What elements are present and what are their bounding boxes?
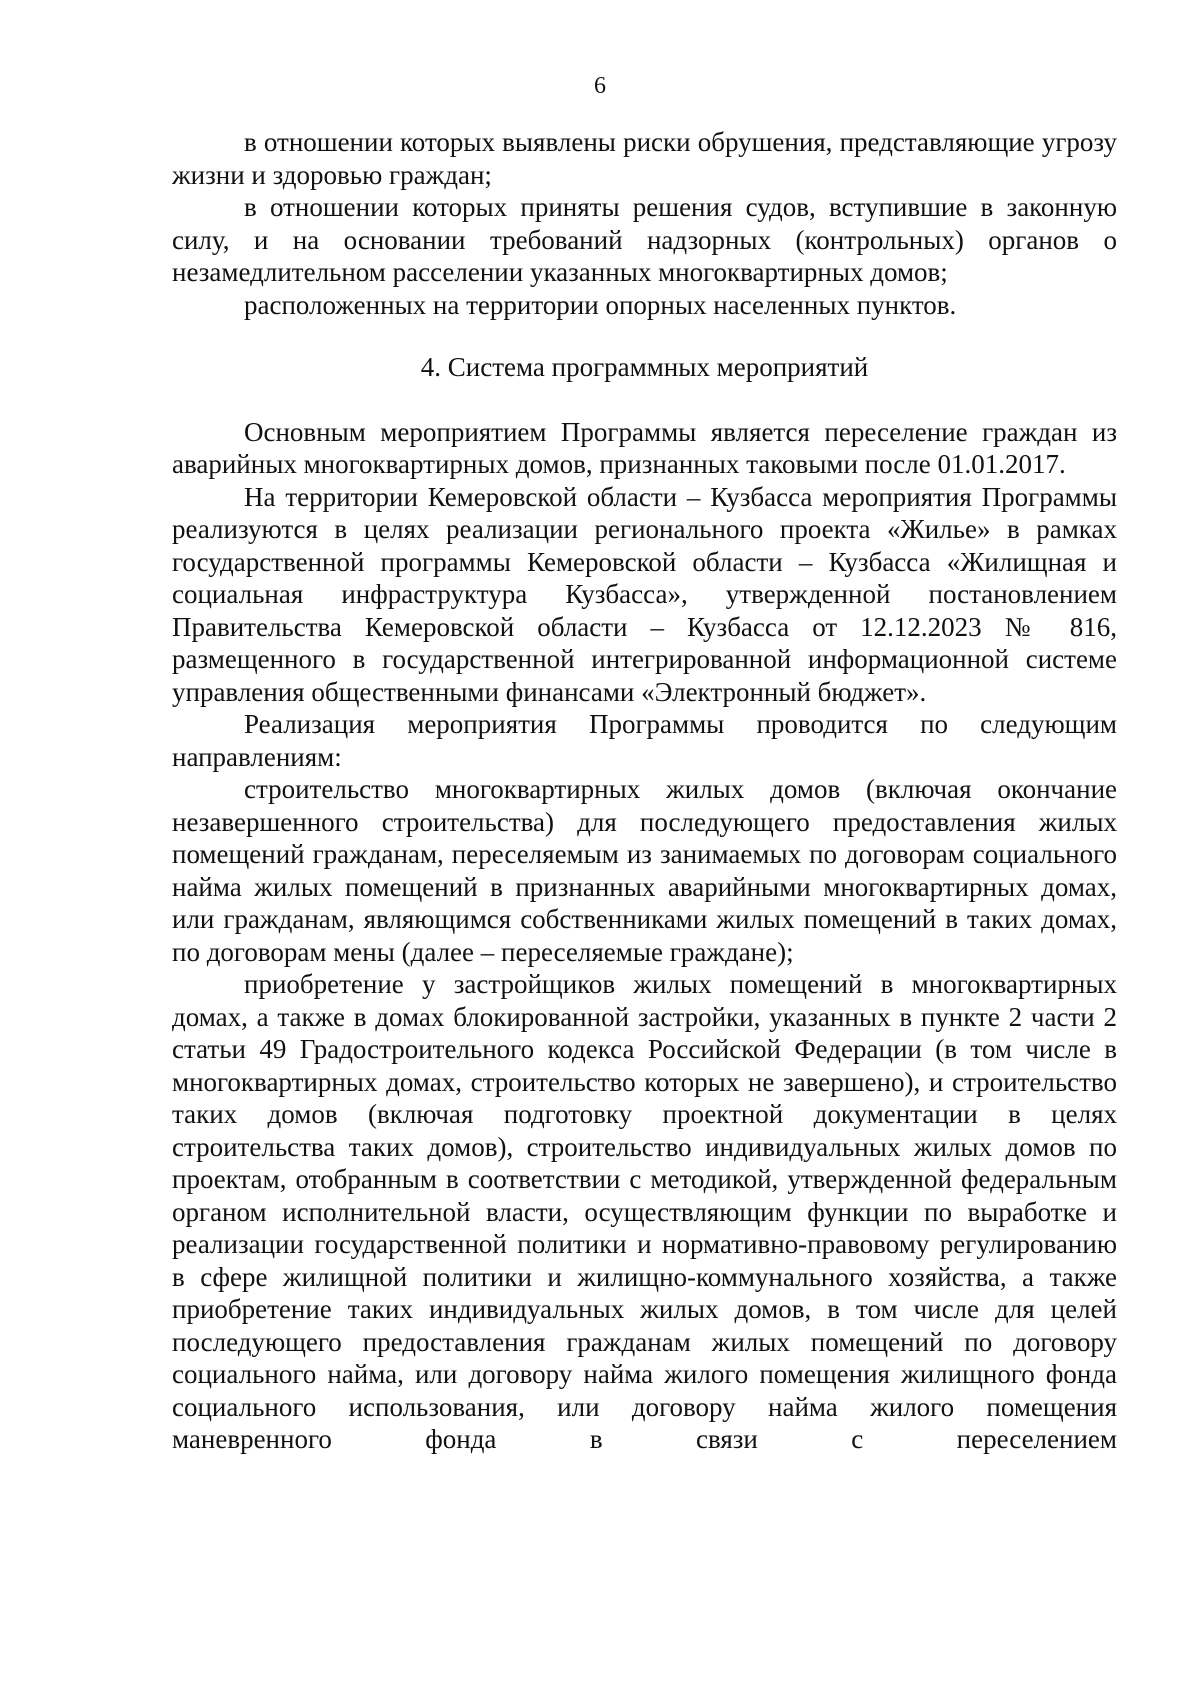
paragraph-support-settlements: расположенных на территории опорных населенных пунктов. <box>244 289 957 320</box>
paragraph-risk-collapse: в отношении которых выявлены риски обрушения, представляющие угрозу жизни и здоровью граждан; <box>172 127 1117 190</box>
paragraph-acquisition: приобретение у застройщиков жилых помещений в многоквартирных домах, а также в домах блокированной застройки, указанных в пункте 2 части 2 статьи 49 Градостроительного кодекса Российской Федерации (в том числе в многоквартирных домах, строительство которых не завершено), и строительство таких домов (включая подготовку проектной документации в целях строительства таких домов), строительство индивидуальных жилых домов по проектам, отобранным в соответствии с методикой, утвержденной федеральным органом исполнительной власти, осуществляющим функции по выработке и реализации государственной политики и нормативно-правовому регулированию в сфере жилищной политики и жилищно-коммунального хозяйства, а также приобретение таких индивидуальных жилых домов, в том числе для целей последующего предоставления гражданам жилых помещений по договору социального найма, или договору найма жилого помещения жилищного фонда социального использования, или договору найма жилого помещения маневренного фонда в связи с переселением <box>172 969 1117 1454</box>
paragraph-main-measure: Основным мероприятием Программы является переселение граждан из аварийных многоквартирных домов, признанных таковыми после 01.01.2017. <box>172 416 1117 479</box>
paragraph-construction: строительство многоквартирных жилых домов (включая окончание незавершенного строительства) для последующего предоставления жилых помещений гражданам, переселяемым из занимаемых по договорам социального найма жилых помещений в признанных аварийными многоквартирных домах, или гражданам, являющимся собственниками жилых помещений в таких домах, по договорам мены (далее – переселяемые граждане); <box>172 774 1117 967</box>
section-heading: 4. Система программных мероприятий <box>420 352 869 382</box>
paragraph-court-decisions: в отношении которых приняты решения судов, вступившие в законную силу, и на основании требований надзорных (контрольных) органов о незамедлительном расселении указанных многоквартирных домов; <box>172 192 1117 287</box>
paragraph-regional-project: На территории Кемеровской области – Кузбасса мероприятия Программы реализуются в целях реализации регионального проекта «Жилье» в рамках государственной программы Кемеровской области – Кузбасса «Жилищная и социальная инфраструктура Кузбасса», утвержденной постановлением Правительства Кемеровской области – Кузбасса от 12.12.2023 № 816, размещенного в государственной интегрированной информационной системе управления общественными финансами «Электронный бюджет». <box>172 481 1117 707</box>
document-body <box>172 126 1117 1456</box>
paragraph-directions-intro: Реализация мероприятия Программы проводится по следующим направлениям: <box>172 709 1117 772</box>
page-number: 6 <box>594 73 606 99</box>
